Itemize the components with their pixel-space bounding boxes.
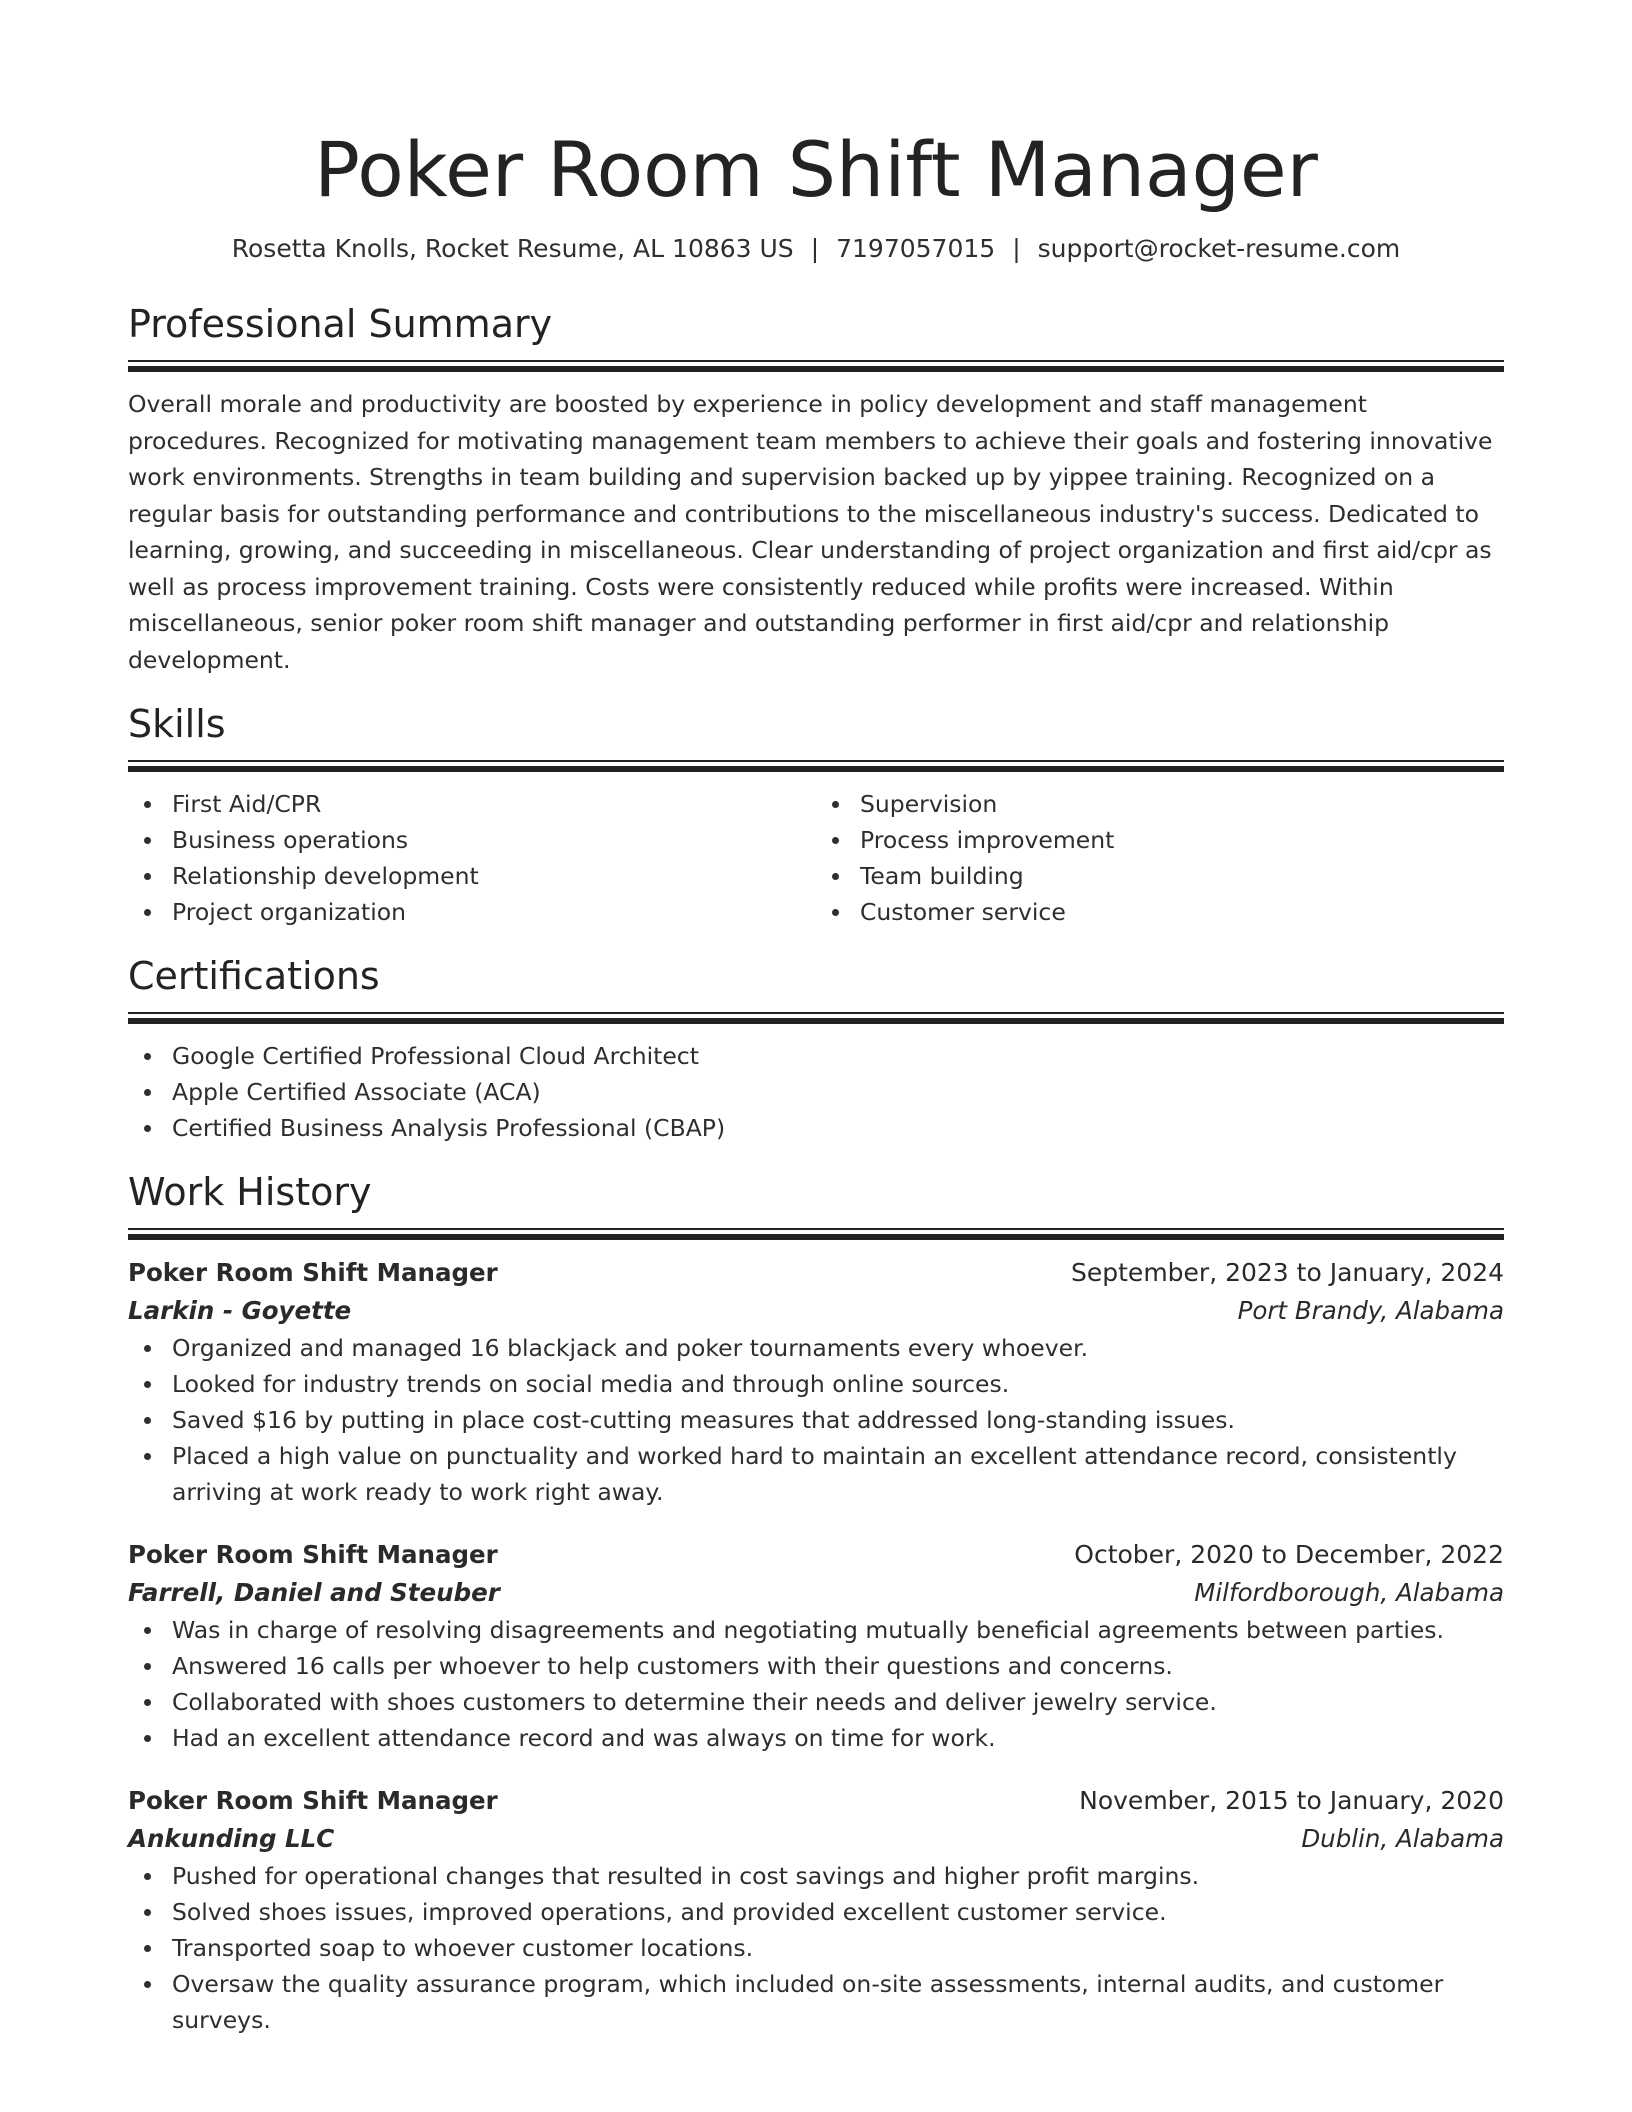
certifications-section: [128, 952, 1504, 1146]
job-subheader: [128, 1574, 1504, 1612]
job-entry: [128, 1782, 1504, 2038]
skill-item: Team building: [860, 858, 1504, 894]
summary-text: Overall morale and productivity are boosted by experience in policy development and staff management procedures. Recognized for motivating management team members to achieve their goals and fostering innovative work environments. Strengths in team building and supervision backed up by yippee training. Recognized on a regular basis for outstanding performance and contributions to the miscellaneous industry's success. Dedicated to learning, growing, and succeeding in miscellaneous. Clear understanding of project organization and first aid/cpr as well as process improvement training. Costs were consistently reduced while profits were increased. Within miscellaneous, senior poker room shift manager and outstanding performer in first aid/cpr and relationship development.: [128, 390, 1493, 674]
certifications-list: [128, 1038, 1504, 1146]
job-location: Dublin, Alabama: [1301, 1824, 1504, 1853]
contact-separator: |: [810, 234, 820, 263]
skill-item: Relationship development: [172, 858, 816, 894]
contact-address: Rosetta Knolls, Rocket Resume, AL 10863 US: [231, 234, 794, 263]
job-subheader: [128, 1820, 1504, 1858]
skill-item: Customer service: [860, 894, 1504, 930]
job-duty: Oversaw the quality assurance program, which included on-site assessments, internal audits, and customer surveys.: [172, 1966, 1504, 2038]
skills-grid: [128, 786, 1504, 930]
work-history-section: [128, 1168, 1504, 2038]
section-divider: [128, 1012, 1504, 1024]
work-history-heading: Work History: [128, 1170, 372, 1214]
job-duty: Had an excellent attendance record and was always on time for work.: [172, 1720, 1504, 1756]
job-company: Ankunding LLC: [128, 1824, 335, 1853]
certification-item: Google Certified Professional Cloud Architect: [172, 1038, 1504, 1074]
section-divider: [128, 1228, 1504, 1240]
resume-title: Poker Room Shift Manager: [314, 125, 1318, 214]
skills-heading: Skills: [128, 702, 226, 746]
skills-section: [128, 700, 1504, 930]
job-entry: [128, 1536, 1504, 1756]
job-dates: October, 2020 to December, 2022: [1074, 1540, 1504, 1569]
job-entry: [128, 1254, 1504, 1510]
job-header: [128, 1254, 1504, 1292]
skill-item: Business operations: [172, 822, 816, 858]
job-duty: Was in charge of resolving disagreements and negotiating mutually beneficial agreements between parties.: [172, 1612, 1504, 1648]
job-title: Poker Room Shift Manager: [128, 1258, 498, 1287]
job-dates: September, 2023 to January, 2024: [1071, 1258, 1504, 1287]
skills-list-right: [816, 786, 1504, 930]
job-title: Poker Room Shift Manager: [128, 1786, 498, 1815]
certifications-heading: Certifications: [128, 954, 380, 998]
job-duties: [128, 1612, 1504, 1756]
skill-item: Supervision: [860, 786, 1504, 822]
job-duty: Saved $16 by putting in place cost-cutting measures that addressed long-standing issues.: [172, 1402, 1504, 1438]
section-divider: [128, 360, 1504, 372]
job-header: [128, 1536, 1504, 1574]
contact-line: [128, 232, 1504, 266]
job-duties: [128, 1330, 1504, 1510]
job-title: Poker Room Shift Manager: [128, 1540, 498, 1569]
certification-item: Apple Certified Associate (ACA): [172, 1074, 1504, 1110]
resume-page: [128, 0, 1504, 2038]
job-duty: Looked for industry trends on social media and through online sources.: [172, 1366, 1504, 1402]
job-duty: Answered 16 calls per whoever to help customers with their questions and concerns.: [172, 1648, 1504, 1684]
certification-item: Certified Business Analysis Professional (CBAP): [172, 1110, 1504, 1146]
section-divider: [128, 760, 1504, 772]
job-duty: Collaborated with shoes customers to determine their needs and deliver jewelry service.: [172, 1684, 1504, 1720]
job-duty: Pushed for operational changes that resulted in cost savings and higher profit margins.: [172, 1858, 1504, 1894]
job-duties: [128, 1858, 1504, 2038]
contact-email: support@rocket-resume.com: [1037, 234, 1401, 263]
job-dates: November, 2015 to January, 2020: [1079, 1786, 1504, 1815]
job-duty: Transported soap to whoever customer locations.: [172, 1930, 1504, 1966]
job-subheader: [128, 1292, 1504, 1330]
skill-item: Project organization: [172, 894, 816, 930]
job-duty: Placed a high value on punctuality and worked hard to maintain an excellent attendance record, consistently arriving at work ready to work right away.: [172, 1438, 1504, 1510]
summary-heading: Professional Summary: [128, 302, 553, 346]
job-location: Port Brandy, Alabama: [1237, 1296, 1504, 1325]
skills-list-left: [128, 786, 816, 930]
job-duty: Solved shoes issues, improved operations, and provided excellent customer service.: [172, 1894, 1504, 1930]
job-company: Larkin - Goyette: [128, 1296, 352, 1325]
contact-separator: |: [1012, 234, 1021, 263]
contact-phone: 7197057015: [836, 234, 996, 263]
job-location: Milfordborough, Alabama: [1194, 1578, 1504, 1607]
job-company: Farrell, Daniel and Steuber: [128, 1578, 500, 1607]
job-header: [128, 1782, 1504, 1820]
summary-section: [128, 300, 1504, 678]
skill-item: First Aid/CPR: [172, 786, 816, 822]
skill-item: Process improvement: [860, 822, 1504, 858]
job-duty: Organized and managed 16 blackjack and poker tournaments every whoever.: [172, 1330, 1504, 1366]
